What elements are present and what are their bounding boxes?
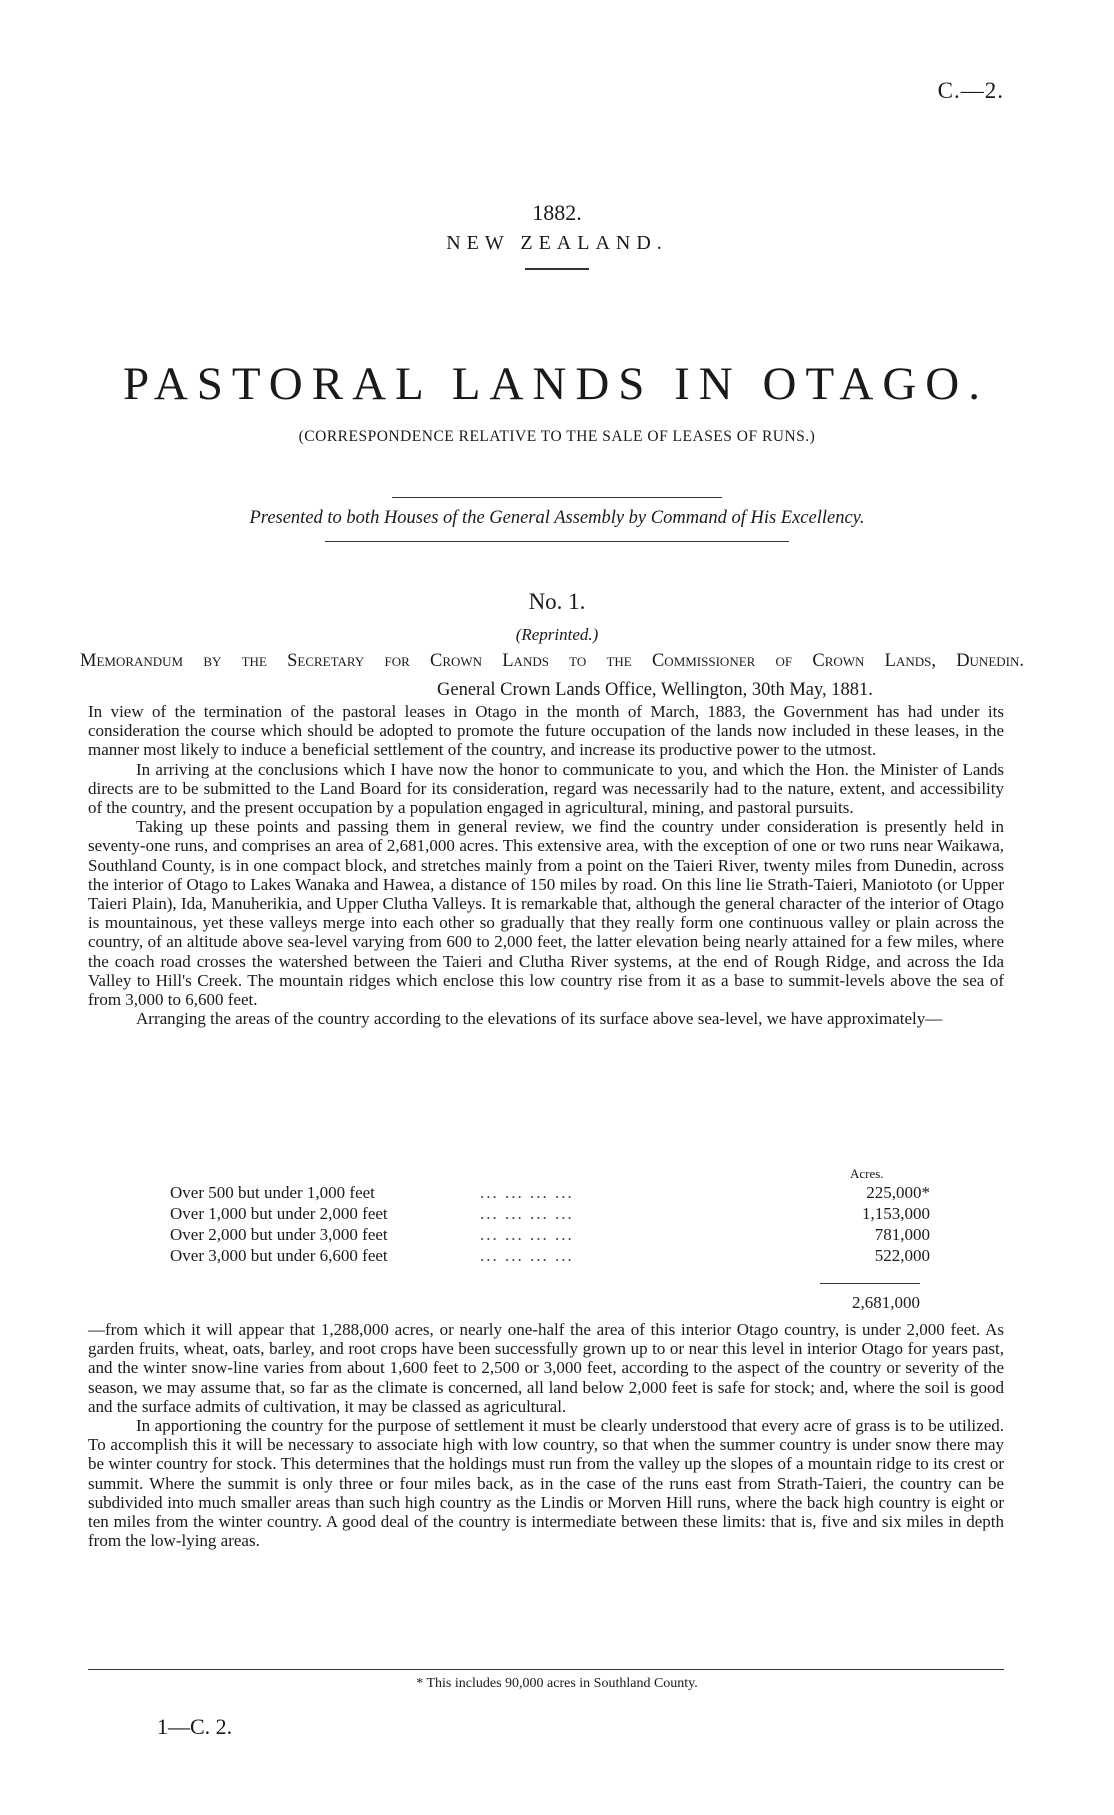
document-number: No. 1. xyxy=(528,589,586,614)
row-label: Over 1,000 but under 2,000 feet xyxy=(170,1204,388,1223)
body-text-part-1 xyxy=(88,702,1004,1028)
row-value: 225,000* xyxy=(866,1183,930,1202)
row-label: Over 500 but under 1,000 feet xyxy=(170,1183,375,1202)
document-reference-code: C.—2. xyxy=(937,78,1004,103)
body-text-part-2 xyxy=(88,1320,1004,1550)
row-value: 1,153,000 xyxy=(862,1204,930,1223)
paragraph: In apportioning the country for the purpose of settlement it must be clearly understood that every acre of grass is to be utilized. To accomplish this it will be necessary to associate high with low country, so that when the summer country is under snow there may be winter country for stock. This determines that the holdings must run from the valley up the slopes of a mountain ridge to its crest or summit. Where the summit is only three or four miles back, as in the case of the runs east from Strath-Taieri, the country can be subdivided into much smaller areas than such high country as the Lindis or Morven Hill runs, where the back high country is eight or ten miles from the winter country. A good deal of the country is intermediate between these limits: that is, five and six miles in depth from the low-lying areas. xyxy=(88,1416,1004,1551)
leader-dots: ... ... ... ... xyxy=(480,1204,574,1223)
memo-heading: Memorandum by the Secretary for Crown Lands to the Commissioner of Crown Lands, Dunedin. xyxy=(80,651,1024,671)
table-total: 2,681,000 xyxy=(852,1293,920,1312)
paragraph: In arriving at the conclusions which I have now the honor to communicate to you, and which the Hon. the Minister of Lands directs are to be submitted to the Land Board for its consideration, regard was necessarily had to the nature, extent, and accessibility of the country, and the present occupation by a population engaged in agricultural, mining, and pastoral pursuits. xyxy=(88,759,1004,818)
table-row xyxy=(170,1246,930,1266)
table-row xyxy=(170,1204,930,1224)
row-value: 781,000 xyxy=(874,1225,930,1244)
total-rule xyxy=(820,1283,920,1284)
row-value: 522,000 xyxy=(874,1246,930,1265)
leader-dots: ... ... ... ... xyxy=(480,1246,574,1265)
page-subtitle: (CORRESPONDENCE RELATIVE TO THE SALE OF LEASES OF RUNS.) xyxy=(298,428,816,445)
publication-year: 1882. xyxy=(532,200,582,225)
table-row xyxy=(170,1183,930,1203)
row-label: Over 2,000 but under 3,000 feet xyxy=(170,1225,388,1244)
divider xyxy=(325,541,789,542)
page-identifier: 1—C. 2. xyxy=(157,1714,233,1739)
country-heading: NEW ZEALAND. xyxy=(446,232,668,254)
dateline: General Crown Lands Office, Wellington, 30th May, 1881. xyxy=(437,680,873,700)
divider xyxy=(392,497,722,498)
divider xyxy=(525,268,589,270)
table-row xyxy=(170,1225,930,1245)
paragraph: Taking up these points and passing them in general review, we find the country under consideration is presently held in seventy-one runs, and comprises an area of 2,681,000 acres. This extensive area, with the exception of one or two runs near Waikawa, Southland County, is in one compact block, and stretches mainly from a point on the Taieri River, twenty miles from Dunedin, across the interior of Otago to Lakes Wanaka and Hawea, a distance of 150 miles by road. On this line lie Strath-Taieri, Maniototo (or Upper Taieri Plain), Ida, Manuherikia, and Upper Clutha Valleys. It is remarkable that, although the general character of the interior of Otago is mountainous, yet these valleys merge into each other so gradually that they really form one continuous valley or plain across the country, of an altitude above sea-level varying from 600 to 2,000 feet, the latter elevation being nearly attained for a few miles, where the coach road crosses the watershed between the Taieri and Clutha River systems, at the end of Rough Ridge, and across the Ida Valley to Hill's Creek. The mountain ridges which enclose this low country rise from it as a base to summit-levels above the sea of from 3,000 to 6,600 feet. xyxy=(88,817,1004,1010)
footnote-divider xyxy=(88,1669,1004,1670)
presentation-note: Presented to both Houses of the General Assembly by Command of His Excellency. xyxy=(249,508,865,528)
footnote: * This includes 90,000 acres in Southland County. xyxy=(416,1676,698,1691)
row-label: Over 3,000 but under 6,600 feet xyxy=(170,1246,388,1265)
page-title: PASTORAL LANDS IN OTAGO. xyxy=(123,358,989,410)
paragraph: —from which it will appear that 1,288,000 acres, or nearly one-half the area of this interior Otago country, is under 2,000 feet. As garden fruits, wheat, oats, barley, and root crops have been successfully grown up to or near this level in interior Otago for years past, and the winter snow-line varies from about 1,600 feet to 2,500 or 3,000 feet, according to the aspect of the country or severity of the season, we may assume that, so far as the climate is concerned, all land below 2,000 feet is safe for stock; and, where the soil is good and the surface admits of cultivation, it may be classed as agricultural. xyxy=(88,1320,1004,1416)
paragraph: Arranging the areas of the country according to the elevations of its surface above sea-level, we have approximately— xyxy=(136,1009,943,1029)
leader-dots: ... ... ... ... xyxy=(480,1225,574,1244)
leader-dots: ... ... ... ... xyxy=(480,1183,574,1202)
reprinted-note: (Reprinted.) xyxy=(515,625,599,644)
paragraph: In view of the termination of the pastoral leases in Otago in the month of March, 1883, the Government has had under its consideration the course which should be adopted to promote the future occupation of the lands now included in these leases, in the manner most likely to induce a beneficial settlement of the country, and increase its productive power to the utmost. xyxy=(88,702,1004,760)
table-unit-header: Acres. xyxy=(850,1166,884,1181)
